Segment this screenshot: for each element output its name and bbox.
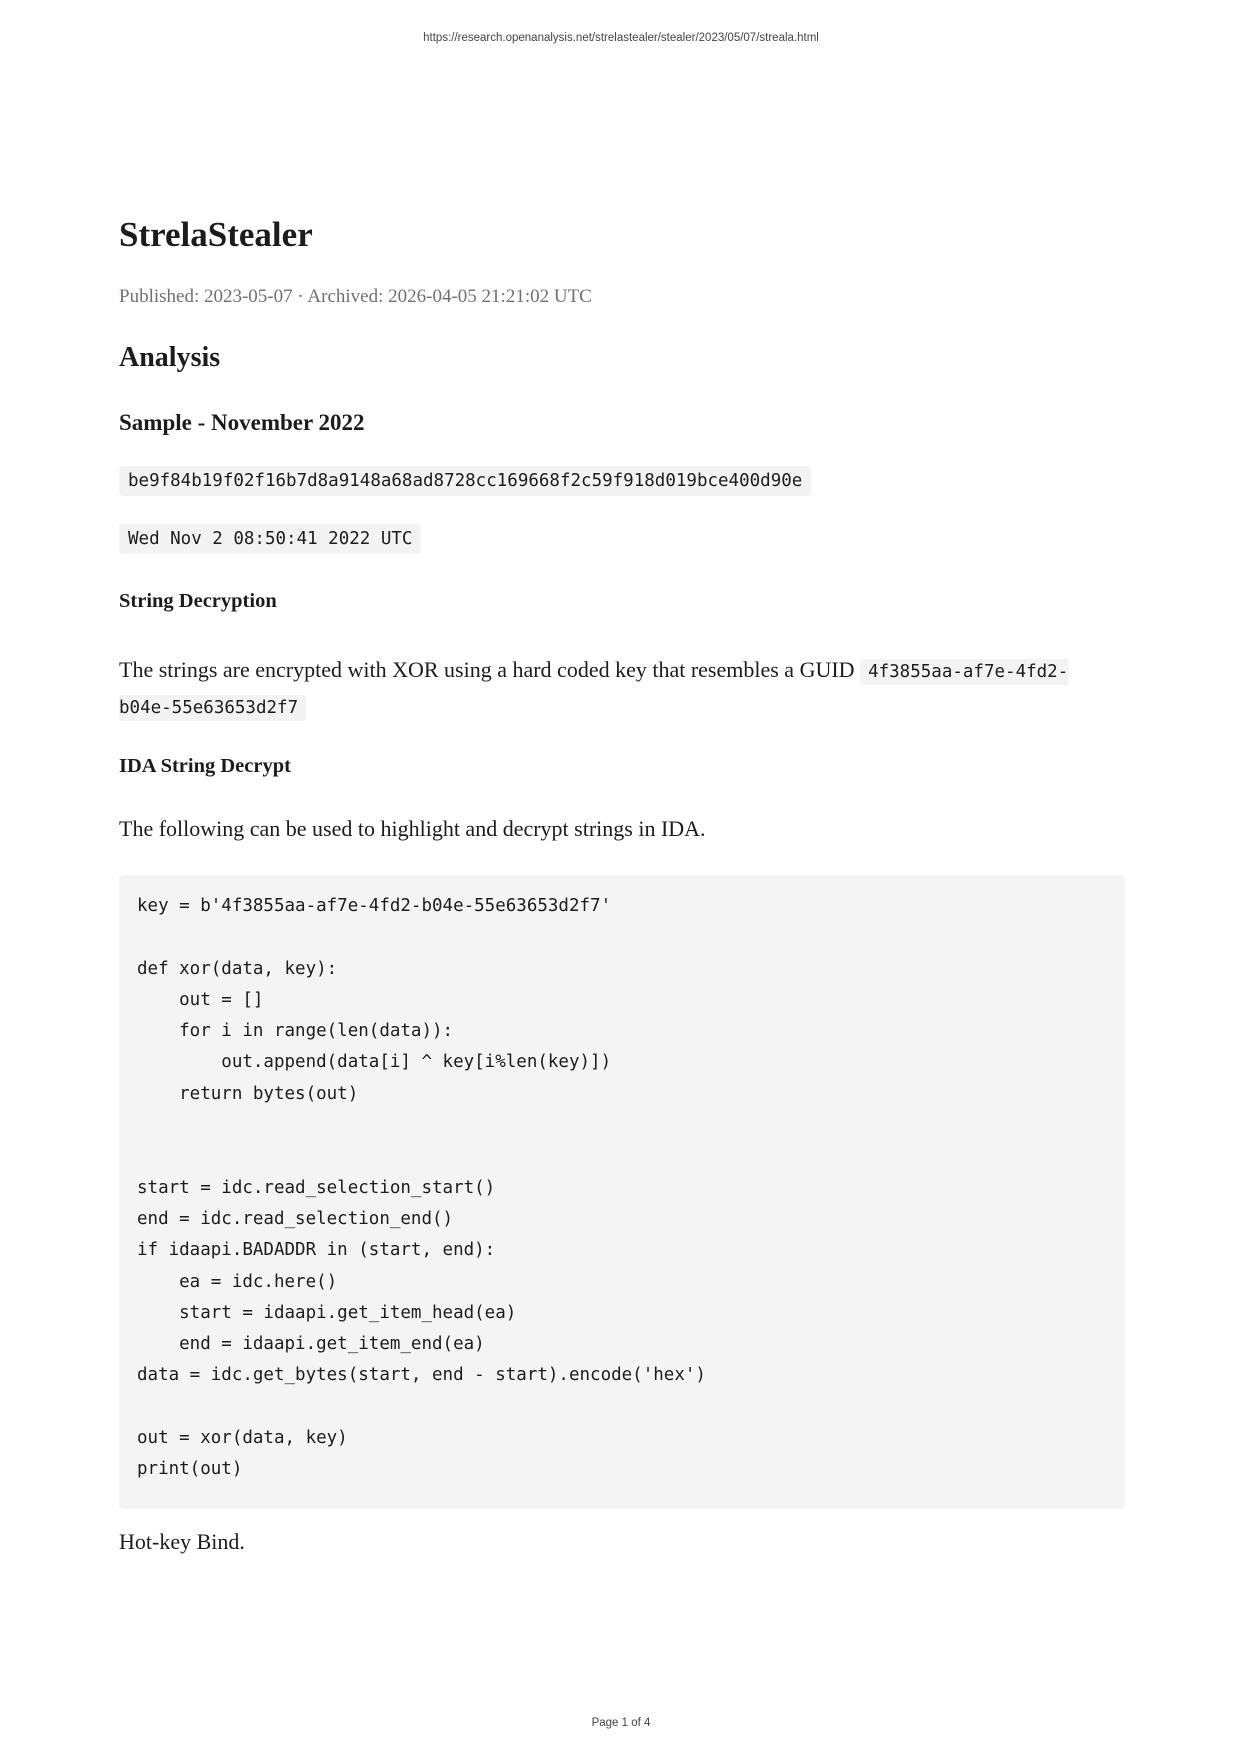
- sample-hash: be9f84b19f02f16b7d8a9148a68ad8728cc169668f2c59f918d019bce400d90e: [119, 466, 811, 496]
- ida-heading: IDA String Decrypt: [119, 755, 291, 777]
- string-decryption-heading: String Decryption: [119, 590, 277, 612]
- page-url: https://research.openanalysis.net/strelastealer/stealer/2023/05/07/streala.html: [423, 32, 819, 44]
- sample-timestamp: Wed Nov 2 08:50:41 2022 UTC: [119, 524, 421, 554]
- code-content: key = b'4f3855aa-af7e-4fd2-b04e-55e63653d2f7' def xor(data, key): out = [] for i in range(len(data)): out.append(data[i] ^ key[i%len(key)]) return bytes(out) start = idc.read_selection_start() end = idc.read_selection_end() if idaapi.BADADDR in (start, end): ea = idc.here() start = idaapi.get_item_head(ea) end = idaapi.get_item_end(ea) data = idc.get_bytes(start, end - start).encode('hex') out = xor(data, key) print(out): [137, 896, 706, 1480]
- sample-heading: Sample - November 2022: [119, 410, 365, 435]
- string-decryption-text: The strings are encrypted with XOR using a hard coded key that resembles a GUID: [119, 657, 855, 682]
- publish-meta: Published: 2023-05-07 · Archived: 2026-04-05 21:21:02 UTC: [119, 286, 592, 307]
- ida-paragraph: The following can be used to highlight and decrypt strings in IDA.: [119, 816, 706, 841]
- string-decryption-paragraph: [119, 653, 1119, 725]
- page-number: Page 1 of 4: [591, 1717, 651, 1729]
- hotkey-paragraph: Hot-key Bind.: [119, 1529, 245, 1554]
- guid-key: 4f3855aa-af7e-4fd2-b04e-55e63653d2f7: [119, 659, 1068, 721]
- code-block: [119, 875, 1125, 1509]
- page-title: StrelaStealer: [119, 215, 313, 254]
- section-heading-analysis: Analysis: [119, 342, 221, 373]
